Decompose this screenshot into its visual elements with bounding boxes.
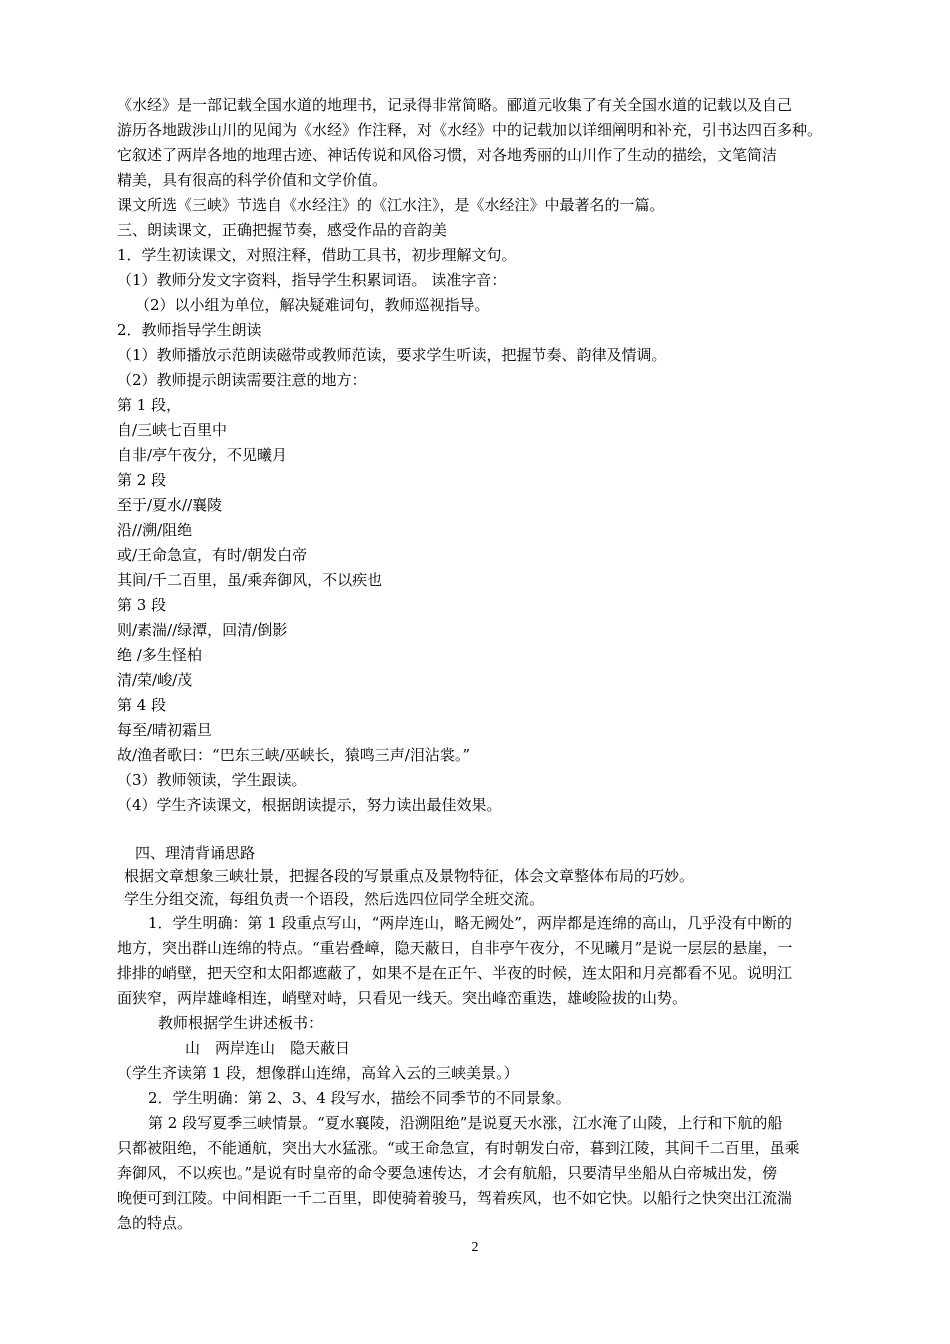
text-line: （1）教师分发文字资料，指导学生积累词语。 读准字音： (117, 271, 507, 289)
text-line: 或/王命急宣，有时/朝发白帝 (117, 546, 308, 564)
text-line: 绝 /多生怪柏 (117, 646, 202, 664)
text-line: 第 2 段写夏季三峡情景。“夏水襄陵，沿溯阻绝”是说夏天水涨，江水淹了山陵，上行和下航的船 (148, 1114, 783, 1132)
text-line: （2）教师提示朗读需要注意的地方： (117, 371, 367, 389)
text-line: 游历各地跋涉山川的见闻为《水经》作注释，对《水经》中的记载加以详细阐明和补充，引书达四百多种。 (117, 121, 823, 139)
text-line: 第 3 段 (117, 596, 167, 614)
text-line: 根据文章想象三峡壮景，把握各段的写景重点及景物特征，体会文章整体布局的巧妙。 (124, 867, 695, 885)
text-line: 课文所选《三峡》节选自《水经注》的《江水注》，是《水经注》中最著名的一篇。 (117, 196, 665, 214)
text-line: 故/渔者歌曰：“巴东三峡/巫峡长，猿鸣三声/泪沾裳。” (117, 746, 471, 764)
text-line: 第 2 段 (117, 471, 167, 489)
text-line: 自/三峡七百里中 (117, 421, 228, 439)
text-line: 第 4 段 (117, 696, 167, 714)
text-line: 它叙述了两岸各地的地理古迹、神话传说和风俗习惯，对各地秀丽的山川作了生动的描绘，文笔简洁 (117, 146, 778, 164)
text-line: （4）学生齐读课文，根据朗读提示，努力读出最佳效果。 (117, 796, 502, 814)
text-line: （1）教师播放示范朗读磁带或教师范读，要求学生听读，把握节奏、韵律及情调。 (117, 346, 667, 364)
text-line: 急的特点。 (117, 1214, 193, 1232)
text-line: 沿//溯/阻绝 (117, 521, 193, 539)
text-line: 1．学生明确：第 1 段重点写山，“两岸连山，略无阙处”，两岸都是连绵的高山，几乎没有中断的 (148, 914, 792, 932)
text-line: 清/荣/峻/茂 (117, 671, 193, 689)
section-heading: 三、朗读课文，正确把握节奏，感受作品的音韵美 (117, 221, 448, 239)
text-line: 1．学生初读课文，对照注释，借助工具书，初步理解文句。 (117, 246, 517, 264)
text-line: 则/素湍//绿潭，回清/倒影 (117, 621, 288, 639)
text-line: 精美，具有很高的科学价值和文学价值。 (117, 171, 388, 189)
text-line: 2．教师指导学生朗读 (117, 321, 262, 339)
text-line: 面狭窄，两岸雄峰相连，峭壁对峙，只看见一线天。突出峰峦重迭，雄峻险拔的山势。 (117, 989, 688, 1007)
text-line: 教师根据学生讲述板书： (158, 1014, 324, 1032)
text-line: 2．学生明确：第 2、3、4 段写水，描绘不同季节的不同景象。 (148, 1089, 571, 1107)
text-line: （2）以小组为单位，解决疑难词句，教师巡视指导。 (135, 296, 490, 314)
text-line: 每至/晴初霜旦 (117, 721, 213, 739)
section-heading: 四、理清背诵思路 (135, 844, 256, 862)
text-line: （3）教师领读，学生跟读。 (117, 771, 307, 789)
text-line: 晚便可到江陵。中间相距一千二百里，即使骑着骏马，驾着疾风，也不如它快。以船行之快突出江流湍 (117, 1189, 793, 1207)
text-line: 第 1 段， (117, 396, 182, 414)
text-line: 地方，突出群山连绵的特点。“重岩叠嶂，隐天蔽日，自非亭午夜分，不见曦月”是说一层层的悬崖，一 (117, 939, 793, 957)
text-line: 排排的峭壁，把天空和太阳都遮蔽了，如果不是在正午、半夜的时候，连太阳和月亮都看不见。说明江 (117, 964, 793, 982)
text-line: （学生齐读第 1 段，想像群山连绵，高耸入云的三峡美景。） (117, 1064, 519, 1082)
text-line: 至于/夏水//襄陵 (117, 496, 223, 514)
board-writing: 山 两岸连山 隐天蔽日 (185, 1039, 351, 1057)
text-line: 只都被阻绝，不能通航，突出大水猛涨。“或王命急宣，有时朝发白帝，暮到江陵，其间千二百里，虽乘 (117, 1139, 800, 1157)
text-line: 自非/亭午夜分，不见曦月 (117, 446, 288, 464)
text-line: 《水经》是一部记载全国水道的地理书，记录得非常简略。郦道元收集了有关全国水道的记载以及自己 (117, 96, 793, 114)
text-line: 学生分组交流，每组负责一个语段，然后选四位同学全班交流。 (124, 890, 545, 908)
text-line: 其间/千二百里，虽/乘奔御风，不以疾也 (117, 571, 383, 589)
text-line: 奔御风，不以疾也。”是说有时皇帝的命令要急速传达，才会有航船，只要清早坐船从白帝城出发，傍 (117, 1164, 778, 1182)
page-number: 2 (471, 1240, 479, 1255)
